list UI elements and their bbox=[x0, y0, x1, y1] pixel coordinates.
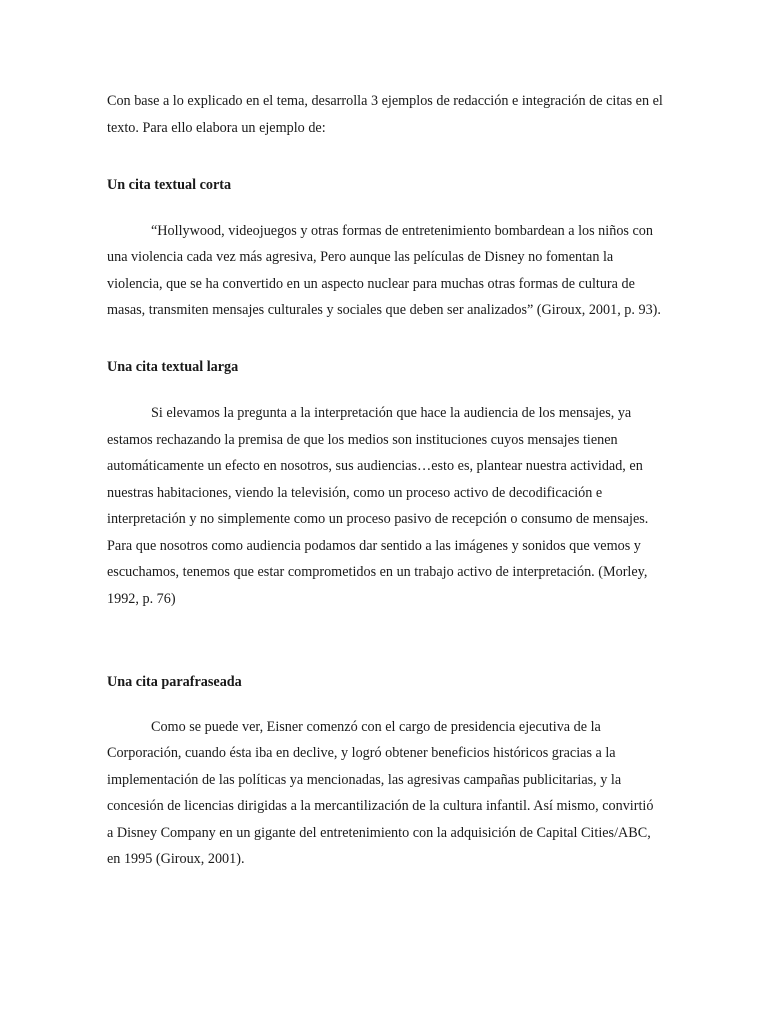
short-quote-paragraph: “Hollywood, videojuegos y otras formas de entretenimiento bombardean a los niños con una violencia cada vez más agresiva, Pero aunque las películas de Disney no fomentan la violencia, que se ha convertido en un aspecto nuclear para muchas otras formas de cultura de masas, transmiten mensajes culturales y sociales que deben ser analizados” (Giroux, 2001, p. 93). bbox=[107, 222, 661, 318]
long-quote-paragraph: Si elevamos la pregunta a la interpretación que hace la audiencia de los mensajes, ya estamos rechazando la premisa de que los medios son instituciones cuyos mensajes tienen automáticamente un efecto en nosotros, sus audiencias…esto es, plantear nuestra actividad, en nuestras habitaciones, viendo la televisión, como un proceso activo de decodificación e interpretación y no simplemente como un proceso pasivo de recepción o consumo de mensajes. Para que nosotros como audiencia podamos dar sentido a las imágenes y sonidos que vemos y escuchamos, tenemos que estar comprometidos en un trabajo activo de interpretación. (Morley, 1992, p. 76) bbox=[107, 405, 649, 607]
paraphrase-paragraph: Como se puede ver, Eisner comenzó con el cargo de presidencia ejecutiva de la Corporación, cuando ésta iba en declive, y logró obtener beneficios históricos gracias a la implementación de las políticas ya mencionadas, las agresivas campañas publicitarias, y la concesión de licencias dirigidas a la mercantilización de la cultura infantil. Así mismo, convirtió a Disney Company en un gigante del entretenimiento con la adquisición de Capital Cities/ABC, en 1995 (Giroux, 2001). bbox=[107, 718, 654, 867]
document-body bbox=[107, 88, 663, 873]
heading-long-quote: Una cita textual larga bbox=[107, 358, 239, 375]
heading-paraphrase: Una cita parafraseada bbox=[107, 674, 242, 690]
intro-paragraph: Con base a lo explicado en el tema, desarrolla 3 ejemplos de redacción e integración de citas en el texto. Para ello elabora un ejemplo de: bbox=[107, 93, 663, 136]
heading-short-quote: Un cita textual corta bbox=[107, 177, 232, 193]
